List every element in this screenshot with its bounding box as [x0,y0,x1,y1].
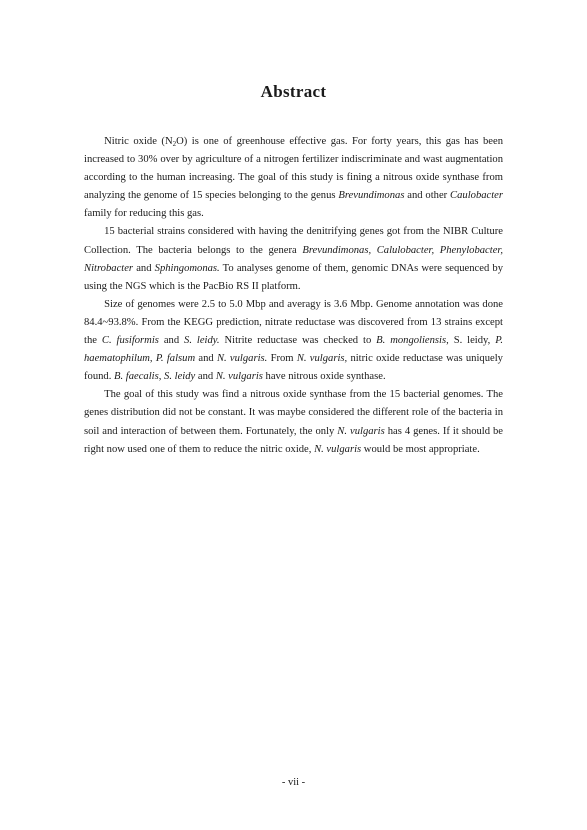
p2-italic-1: Brevundimonas, Calulobacter, Phenylobacter, Nitrobacter [84,244,503,274]
p3-italic-8: N. vulgaris [215,371,263,383]
p3-italic-1: C. fusiformis [101,335,159,347]
p3-text-5: and [195,353,217,365]
p2-text-3: To analyses genome of them, genomic DNAs were sequenced by using the NGS which is the PacBio RS II platform. [84,262,504,292]
paragraph-3 [84,296,503,386]
paragraph-4 [84,386,503,458]
p1-text-2: O) is one of greenhouse effective gas. For forty years, this gas has been increased to 30% over by agriculture of a nitrogen fertilizer indiscriminate and wast augmentation according to the human increasing. The goal of this study is fining a nitrous oxide synthase from analyzing the genome of 15 species belonging to the genus [84,136,503,202]
p3-text-3: Nitrite reductase was checked to [219,335,377,347]
p1-subscript: 2 [172,140,177,148]
p1-text-3: and other [404,190,451,202]
p4-text-3: would be most appropriate. [361,443,480,455]
p1-text-1: Nitric oxide (N [104,136,173,147]
p3-italic-5: N. vulgaris. [216,353,268,365]
p3-italic-3: B. mongoliensis, [376,335,449,347]
p2-text-2: and [133,262,155,274]
p4-italic-2: N. vulgaris [314,443,362,455]
page-number: - vii - [281,777,306,788]
p3-text-6: From [267,353,297,365]
paragraph-2 [84,223,503,295]
p3-italic-4: P. haematophilum, P. falsum [84,335,503,365]
p3-italic-2: S. leidy. [184,335,220,347]
p4-text-2: has 4 genes. If it should be right now used one of them to reduce the nitric oxide, [84,425,504,455]
p1-italic-2: Caulobacter [450,190,504,202]
p4-text-1: The goal of this study was find a nitrous oxide synthase from the 15 bacterial genomes. The genes distribution did not be constant. It was maybe considered the different role of the bacteria in soil and interaction of between them. Fortunately, the only [84,389,503,437]
p3-text-7: nitric oxide reductase was uniquely found. [84,353,503,383]
p3-text-1: Size of genomes were 2.5 to 5.0 Mbp and averagy is 3.6 Mbp. Genome annotation was done 84.4~93.8%. From the KEGG prediction, nitrate reductase was discovered from 13 strains except the [84,298,503,347]
p3-italic-6: N. vulgaris, [296,353,348,365]
p3-text-4: S. leidy, [448,335,496,347]
p2-text-1: 15 bacterial strains considered with having the denitrifying genes got from the NIBR Culture Collection. The bacteria belongs to the genera [84,226,503,256]
p3-text-9: have nitrous oxide synthase. [262,371,386,383]
paragraph-1 [84,133,503,223]
p3-text-2: and [158,335,185,347]
p1-text-4: family for reducing this gas. [84,208,204,220]
p4-italic-1: N. vulgaris [337,425,385,437]
abstract-body [84,133,503,459]
page-title: Abstract [260,82,327,101]
p2-italic-2: Sphingomonas. [154,262,220,274]
p3-text-8: and [195,371,216,383]
p3-italic-7: B. faecalis, S. leidy [114,371,196,383]
p1-italic-1: Brevundimonas [338,190,405,202]
